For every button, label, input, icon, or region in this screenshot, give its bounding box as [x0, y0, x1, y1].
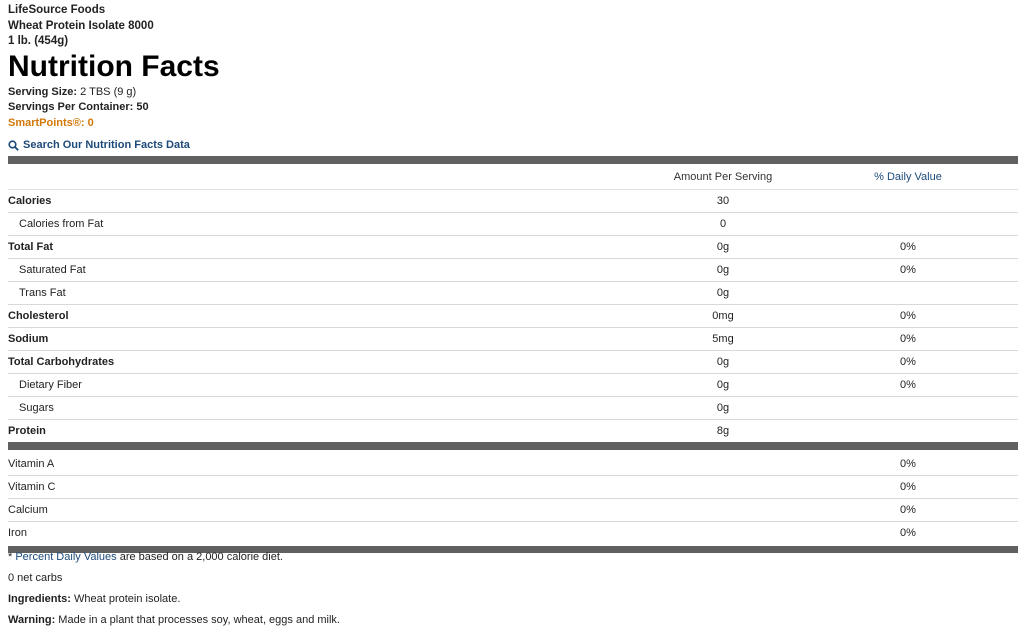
serving-size [8, 85, 220, 101]
nutrient-name: Protein [8, 425, 46, 437]
table-row [8, 351, 1018, 374]
servings-label: Servings Per Container: [8, 101, 134, 113]
table-row [8, 420, 1018, 442]
nutrient-name: Cholesterol [8, 310, 69, 322]
table-row [8, 282, 1018, 305]
vitamin-name: Vitamin A [8, 458, 55, 470]
nutrient-name: Total Fat [8, 241, 54, 253]
ingredients [8, 592, 340, 607]
table-row [8, 374, 1018, 397]
table-header [8, 164, 1018, 190]
nutrient-name: Sugars [19, 402, 54, 414]
dv-suffix: are based on a 2,000 calorie diet. [116, 551, 283, 563]
search-link-label: Search Our Nutrition Facts Data [23, 139, 190, 151]
servings-value: 50 [136, 101, 149, 113]
net-carbs: 0 net carbs [8, 572, 63, 584]
nutrient-dv: 0% [900, 241, 916, 253]
percent-daily-values-link[interactable]: Percent Daily Values [15, 551, 117, 563]
nutrient-amount: 8g [716, 425, 730, 437]
servings-per-container [8, 100, 220, 116]
page-title: Nutrition Facts [8, 49, 220, 83]
nutrient-amount: 30 [716, 195, 730, 207]
search-nutrition-link[interactable] [8, 139, 220, 151]
nutrient-dv: 0% [900, 333, 916, 345]
nutrient-amount: 5mg [712, 333, 734, 345]
table-row [8, 236, 1018, 259]
smartpoints: SmartPoints®: 0 [8, 116, 94, 129]
dv-prefix: * [8, 551, 16, 563]
product-header [8, 3, 220, 151]
serving-size-value: 2 TBS (9 g) [80, 85, 137, 98]
table-row [8, 328, 1018, 351]
table-row [8, 453, 1018, 476]
serving-size-label: Serving Size: [8, 85, 78, 98]
vitamin-name: Calcium [8, 504, 48, 516]
nutrient-dv: 0% [900, 379, 916, 391]
vitamin-name: Iron [8, 527, 27, 539]
vitamins-divider [8, 442, 1018, 450]
ingredients-value: Wheat protein isolate. [70, 593, 181, 605]
product-name: Wheat Protein Isolate 8000 [8, 19, 154, 32]
nutrient-name: Sodium [8, 333, 49, 345]
nutrient-amount: 0g [716, 356, 730, 368]
nutrient-name: Total Carbohydrates [8, 356, 115, 368]
nutrient-amount: 0g [716, 287, 730, 299]
brand-name: LifeSource Foods [8, 4, 106, 16]
vitamin-dv: 0% [900, 527, 916, 539]
nutrient-name: Calories [8, 195, 52, 207]
nutrient-name: Calories from Fat [19, 218, 104, 230]
amount-column-header: Amount Per Serving [673, 170, 773, 183]
nutrient-amount: 0g [716, 402, 730, 414]
daily-value-note [8, 550, 340, 565]
table-row [8, 499, 1018, 522]
table-row [8, 190, 1018, 213]
table-row [8, 213, 1018, 236]
vitamin-dv: 0% [900, 458, 916, 470]
nutrient-name: Trans Fat [19, 287, 66, 299]
warning [8, 613, 340, 628]
nutrient-name: Saturated Fat [19, 264, 86, 276]
nutrition-table [8, 156, 1018, 553]
daily-value-column-header: % Daily Value [874, 170, 942, 183]
package-size: 1 lb. (454g) [8, 35, 69, 47]
top-divider [8, 156, 1018, 164]
ingredients-label: Ingredients: [8, 593, 71, 605]
nutrient-dv: 0% [900, 310, 916, 322]
nutrient-amount: 0g [716, 379, 730, 391]
nutrient-name: Dietary Fiber [19, 379, 82, 391]
search-icon [8, 140, 19, 151]
table-row [8, 397, 1018, 420]
table-row [8, 522, 1018, 544]
vitamin-dv: 0% [900, 481, 916, 493]
nutrient-amount: 0g [716, 241, 730, 253]
nutrient-amount: 0g [716, 264, 730, 276]
table-row [8, 259, 1018, 282]
nutrient-dv: 0% [900, 356, 916, 368]
vitamin-dv: 0% [900, 504, 916, 516]
footer-notes [8, 550, 340, 634]
warning-label: Warning: [8, 614, 56, 626]
table-row [8, 476, 1018, 499]
warning-value: Made in a plant that processes soy, wheat, eggs and milk. [55, 614, 340, 626]
table-row [8, 305, 1018, 328]
nutrient-amount: 0 [719, 218, 727, 230]
nutrient-amount: 0mg [712, 310, 734, 322]
nutrient-dv: 0% [900, 264, 916, 276]
vitamin-name: Vitamin C [8, 481, 56, 493]
